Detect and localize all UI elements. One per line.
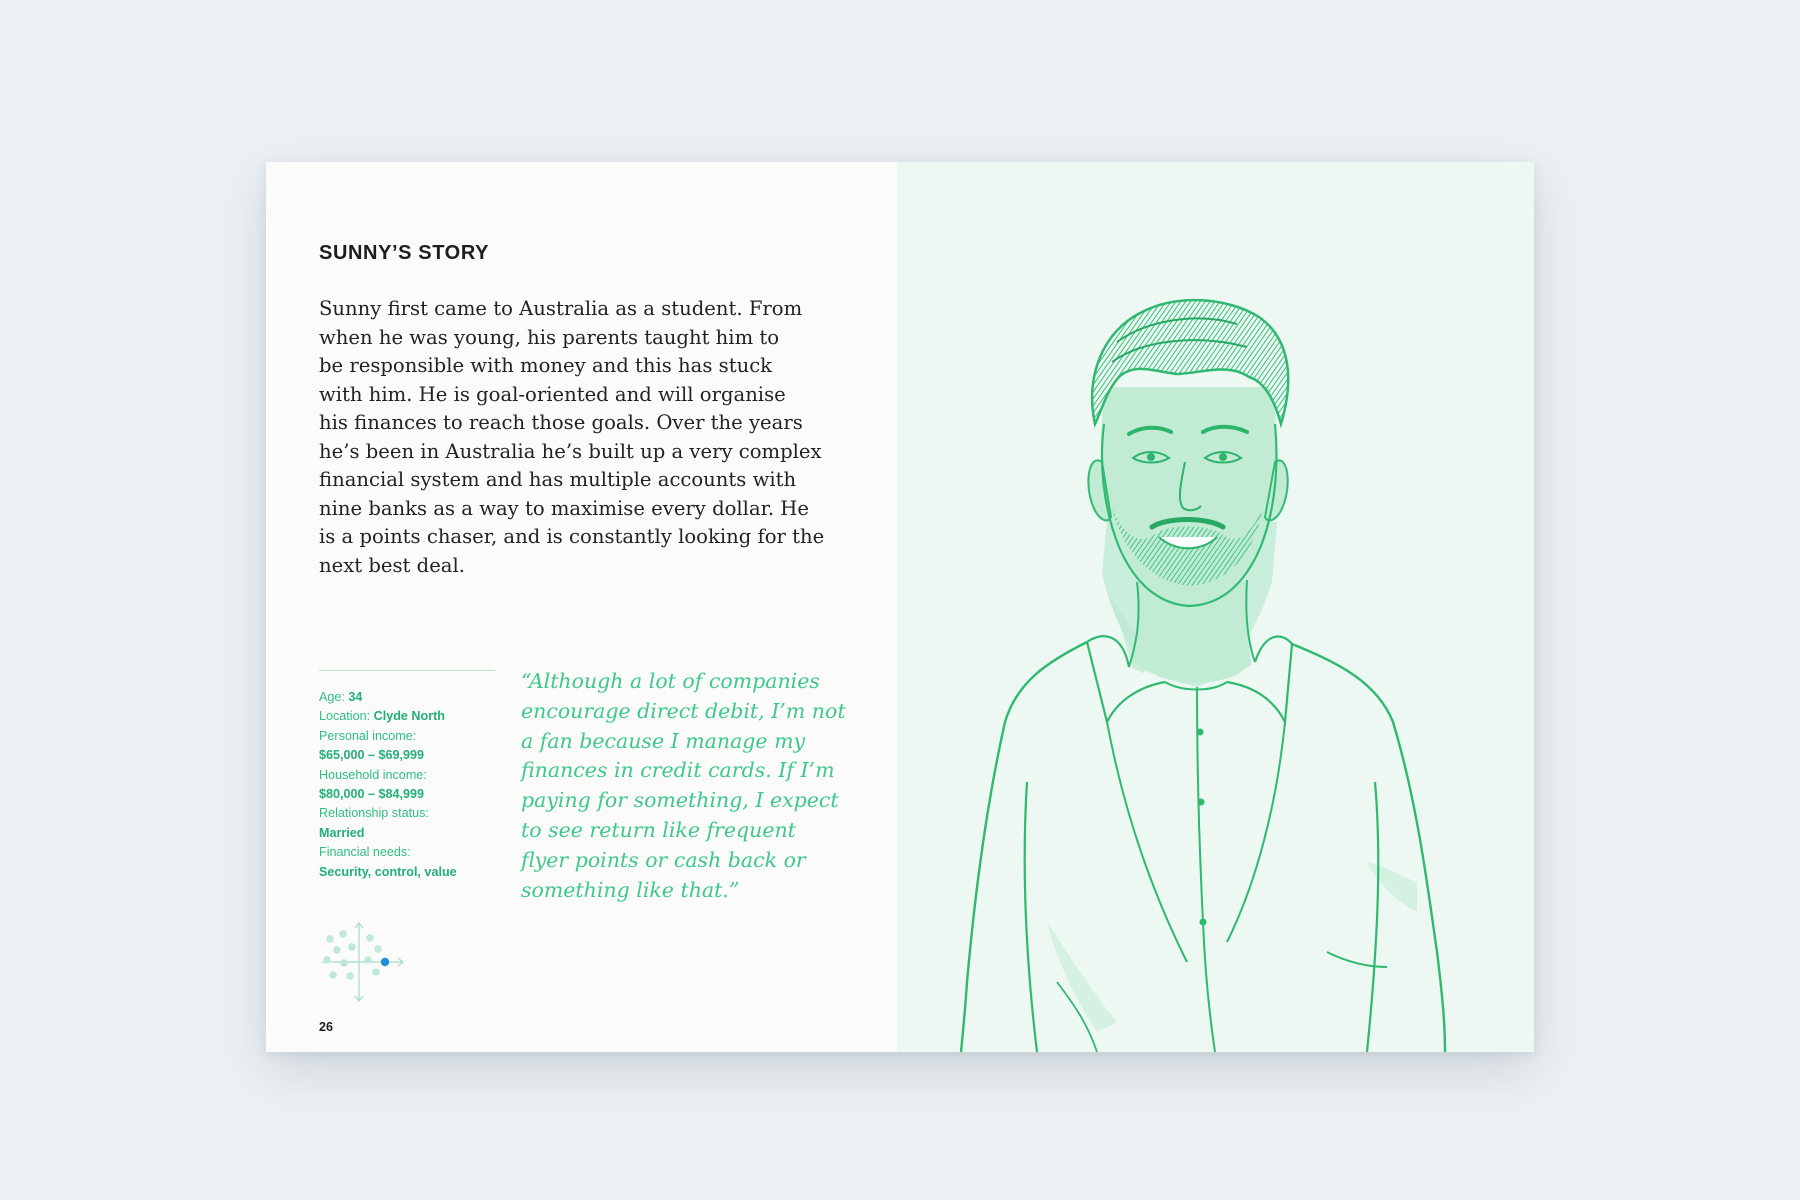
story-line: his finances to reach those goals. Over the years (319, 411, 803, 434)
story-line: when he was young, his parents taught him to (319, 325, 780, 349)
fact-label: Age: (319, 690, 345, 704)
quote-line: to see return like frequent (521, 817, 796, 842)
right-page (897, 162, 1534, 1052)
quote-line: something like that.” (521, 877, 740, 902)
fact-value: 34 (348, 690, 363, 704)
story-line: is a points chaser, and is constantly looking for the (319, 525, 825, 548)
quote-line: a fan because I manage my (521, 728, 806, 753)
story-line: financial system and has multiple accounts with (319, 468, 797, 491)
story-line: he’s been in Australia he’s built up a very complex (319, 439, 822, 463)
story-body (319, 295, 829, 580)
quote-line: “Although a lot of companies (521, 669, 820, 693)
fact-value: Clyde North (373, 709, 445, 724)
quadrant-scatter-icon (318, 920, 408, 1004)
left-page (266, 162, 897, 1052)
fact-age (319, 688, 457, 707)
fact-label: Personal income: (319, 728, 417, 743)
quote-line: paying for something, I expect (521, 788, 839, 813)
page-title: SUNNY’S STORY (319, 242, 490, 264)
fact-value: Married (319, 825, 365, 840)
quote-line: flyer points or cash back or (521, 847, 806, 872)
story-line: be responsible with money and this has stuck (319, 354, 773, 377)
portrait-illustration (897, 162, 1534, 1052)
story-line: with him. He is goal-oriented and will organise (319, 382, 786, 406)
pull-quote (521, 667, 846, 905)
story-line: nine banks as a way to maximise every dollar. He (319, 496, 809, 520)
story-line: Sunny first came to Australia as a student. From (319, 297, 803, 320)
fact-label: Location: (319, 709, 371, 724)
fact-label: Household income: (319, 767, 427, 782)
fact-label: Relationship status: (319, 806, 429, 821)
page-number: 26 (319, 1020, 333, 1034)
book-spread (266, 162, 1534, 1052)
story-line: next best deal. (319, 553, 465, 577)
fact-value: $65,000 – $69,999 (319, 748, 425, 763)
quote-line: encourage direct debit, I’m not (521, 698, 846, 723)
fact-value: $80,000 – $84,999 (319, 787, 425, 802)
fact-label: Financial needs: (319, 845, 411, 860)
fact-value: Security, control, value (319, 864, 457, 879)
quote-line: finances in credit cards. If I’m (521, 758, 835, 783)
divider (319, 670, 495, 671)
fact-location (319, 707, 457, 726)
profile-facts (319, 688, 457, 882)
